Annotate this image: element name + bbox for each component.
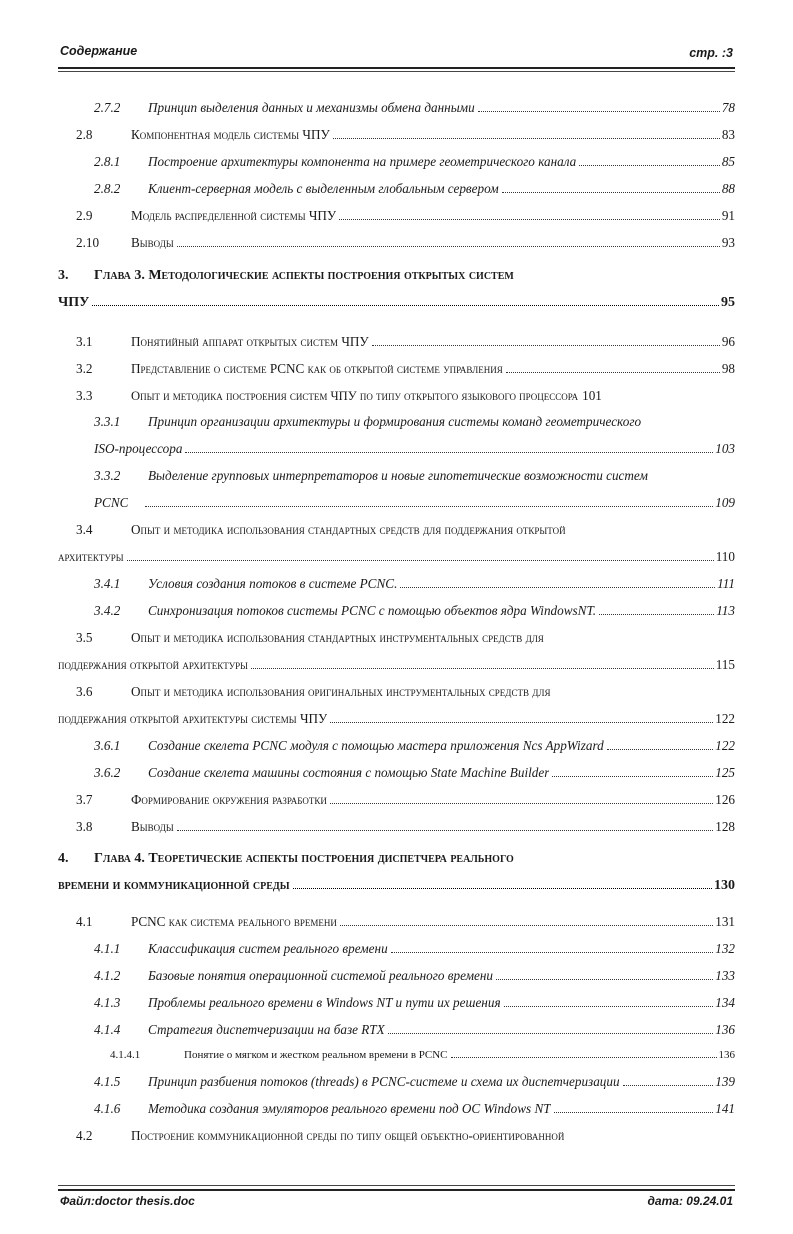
toc-entry[interactable]	[94, 1022, 735, 1038]
toc-entry[interactable]	[58, 630, 735, 673]
toc-title: Опыт и методика использования оригинальных инструментальных средств для	[131, 684, 551, 699]
toc-leader	[340, 924, 713, 926]
toc-page: 110	[715, 548, 735, 564]
toc-title: Базовые понятия операционной системой реального времени	[148, 968, 494, 983]
toc-entry[interactable]	[94, 738, 735, 754]
toc-leader	[177, 829, 714, 831]
toc-number: 4.1.4	[94, 1022, 121, 1037]
toc-leader	[251, 667, 714, 669]
toc-number: 3.5	[76, 630, 93, 645]
toc-leader	[400, 586, 715, 588]
toc-number: 4.	[58, 851, 69, 866]
toc-entry[interactable]	[94, 154, 735, 170]
toc-page: 101	[582, 388, 602, 403]
toc-title: Глава 4. Теоретические аспекты построения диспетчера реального	[94, 851, 514, 866]
toc-number: 4.1.5	[94, 1074, 121, 1089]
toc-leader	[607, 748, 714, 750]
toc-page: 85	[721, 154, 735, 169]
toc-leader	[145, 505, 713, 507]
toc-number: 2.8	[76, 127, 93, 142]
toc-chapter-entry[interactable]	[58, 851, 735, 895]
toc-leader	[339, 218, 720, 220]
toc-number: 2.7.2	[94, 100, 121, 115]
toc-number: 4.1.3	[94, 995, 121, 1010]
toc-page: 113	[716, 603, 735, 618]
toc-number: 4.1.4.1	[110, 1049, 141, 1061]
toc-number: 4.1	[76, 914, 93, 929]
toc-title: Принцип выделения данных и механизмы обмена данными	[148, 100, 475, 115]
toc-page: 78	[721, 100, 735, 115]
toc-page: 141	[715, 1101, 735, 1116]
toc-title: Представление о системе PCNC как об открытой системе управления	[131, 361, 503, 376]
toc-leader	[552, 775, 713, 777]
toc-leader	[372, 344, 720, 346]
toc-entry[interactable]	[94, 100, 735, 116]
toc-entry[interactable]	[94, 468, 735, 511]
toc-number: 4.2	[76, 1128, 93, 1143]
toc-title: Синхронизация потоков системы PCNC с помощью объектов ядра WindowsNT.	[148, 603, 597, 618]
toc-entry[interactable]	[94, 941, 735, 957]
toc-page: 131	[715, 914, 735, 929]
toc-number: 3.6.2	[94, 765, 121, 780]
toc-page: 132	[715, 941, 735, 956]
toc-leader	[333, 137, 720, 139]
toc-number: 2.8.1	[94, 154, 121, 169]
toc-leader	[496, 978, 713, 980]
toc-page: 96	[721, 334, 735, 349]
toc-page: 136	[715, 1022, 735, 1037]
toc-entry[interactable]	[94, 995, 735, 1011]
toc-title: Выводы	[131, 819, 174, 834]
toc-title: Понятийный аппарат открытых систем ЧПУ	[131, 334, 369, 349]
toc-leader	[502, 191, 720, 193]
toc-title: Создание скелета PCNC модуля с помощью мастера приложения Ncs AppWizard	[148, 738, 604, 753]
toc-title-continued: PCNC	[94, 494, 129, 510]
toc-title-continued: архитектуры	[58, 548, 124, 564]
toc-title: Формирование окружения разработки	[131, 792, 327, 807]
toc-entry[interactable]	[94, 576, 735, 592]
toc-number: 3.7	[76, 792, 93, 807]
toc-page: 125	[715, 765, 735, 780]
toc-leader	[451, 1056, 717, 1058]
toc-entry[interactable]	[58, 684, 735, 727]
footer-filename: Файл:doctor thesis.doc	[60, 1194, 195, 1208]
toc-title: Опыт и методика построения систем ЧПУ по типу открытого языкового процессора	[131, 389, 579, 403]
toc-title: Опыт и методика использования стандартных средств для поддержания открытой	[131, 522, 566, 537]
toc-entry[interactable]	[94, 765, 735, 781]
toc-leader	[623, 1084, 714, 1086]
toc-title: Выделение групповых интерпретаторов и новые гипотетические возможности систем	[148, 468, 648, 483]
toc-page: 98	[721, 361, 735, 376]
toc-page: 133	[715, 968, 735, 983]
toc-number: 3.8	[76, 819, 93, 834]
toc-page: 130	[714, 877, 735, 893]
toc-page: 91	[721, 208, 735, 223]
toc-title: Стратегия диспетчеризации на базе RTX	[148, 1022, 385, 1037]
toc-title: Клиент-серверная модель с выделенным глобальным сервером	[148, 181, 499, 196]
toc-leader	[127, 559, 714, 561]
toc-entry[interactable]	[76, 334, 735, 350]
toc-entry[interactable]	[76, 1128, 735, 1144]
toc-leader	[177, 245, 720, 247]
toc-title-continued: ЧПУ	[58, 294, 90, 310]
footer-rule	[58, 1189, 735, 1191]
page-footer	[58, 1194, 735, 1214]
toc-title: Глава 3. Методологические аспекты построения открытых систем	[94, 268, 514, 283]
header-page-number: стр. :3	[689, 46, 733, 60]
toc-title: PCNC как система реального времени	[131, 914, 337, 929]
footer-rule-thin	[58, 1185, 735, 1186]
toc-page: 122	[715, 738, 735, 753]
toc-number: 3.4	[76, 522, 93, 537]
toc-entry[interactable]	[94, 1101, 735, 1117]
toc-leader	[391, 951, 714, 953]
toc-leader	[506, 371, 720, 373]
page-header	[58, 42, 735, 64]
toc-page: 93	[721, 235, 735, 250]
toc-leader	[330, 802, 713, 804]
toc-entry[interactable]	[76, 127, 735, 143]
toc-leader	[293, 887, 712, 889]
toc-number: 2.9	[76, 208, 93, 223]
toc-number: 3.4.1	[94, 576, 121, 591]
toc-page: 95	[721, 294, 735, 310]
toc-title: Выводы	[131, 235, 174, 250]
toc-entry[interactable]	[76, 914, 735, 930]
toc-page: 115	[715, 656, 735, 672]
toc-number: 2.10	[76, 235, 100, 250]
toc-number: 3.6.1	[94, 738, 121, 753]
toc-leader	[478, 110, 720, 112]
toc-entry[interactable]	[76, 361, 735, 377]
toc-title: Методика создания эмуляторов реального времени под ОС Windows NT	[148, 1101, 551, 1116]
header-section-title: Содержание	[60, 44, 138, 58]
toc-entry[interactable]	[94, 414, 735, 457]
toc-leader	[185, 451, 713, 453]
toc-leader	[330, 721, 713, 723]
toc-leader	[599, 613, 714, 615]
toc-title: Модель распределенной системы ЧПУ	[131, 208, 337, 223]
toc-number: 3.3.1	[94, 414, 121, 429]
toc-number: 4.1.6	[94, 1101, 121, 1116]
footer-date: дата: 09.24.01	[647, 1194, 733, 1208]
header-rule	[58, 67, 735, 69]
toc-entry[interactable]	[94, 1074, 735, 1090]
toc-number: 3.3	[76, 388, 93, 403]
toc-page: 88	[721, 181, 735, 196]
toc-page: 139	[715, 1074, 735, 1089]
toc-entry[interactable]	[76, 388, 735, 404]
toc-page: 83	[721, 127, 735, 142]
toc-entry[interactable]	[94, 181, 735, 197]
toc-number: 4.1.2	[94, 968, 121, 983]
toc-entry[interactable]	[94, 603, 735, 619]
toc-number: 4.1.1	[94, 941, 121, 956]
toc-number: 3.1	[76, 334, 93, 349]
toc-number: 3.4.2	[94, 603, 121, 618]
toc-title: Создание скелета машины состояния с помощью State Machine Builder	[148, 765, 550, 780]
toc-entry[interactable]	[76, 819, 735, 835]
toc-title: Опыт и методика использования стандартных инструментальных средств для	[131, 630, 544, 645]
toc-page: 103	[715, 440, 735, 456]
toc-chapter-entry[interactable]	[58, 268, 735, 312]
toc-page: 128	[715, 819, 735, 834]
toc-leader	[579, 164, 720, 166]
toc-title-continued: времени и коммуникационной среды	[58, 877, 290, 893]
toc-title: Понятие о мягком и жестком реальном времени в PCNC	[184, 1049, 448, 1061]
toc-title: Построение архитектуры компонента на примере геометрического канала	[148, 154, 577, 169]
toc-title: Компонентная модель системы ЧПУ	[131, 127, 330, 142]
toc-page: 111	[717, 576, 735, 591]
toc-leader	[554, 1111, 714, 1113]
toc-number: 3.6	[76, 684, 93, 699]
toc-number: 3.	[58, 268, 69, 283]
toc-number: 3.3.2	[94, 468, 121, 483]
toc-title: Принцип организации архитектуры и формирования системы команд геометрического	[148, 414, 642, 429]
toc-title-continued: поддержания открытой архитектуры	[58, 656, 248, 672]
toc-title: Построение коммуникационной среды по типу общей объектно-ориентированной	[131, 1128, 565, 1143]
toc-title: Условия создания потоков в системе PCNC.	[148, 576, 398, 591]
toc-leader	[388, 1032, 714, 1034]
toc-title: Принцип разбиения потоков (threads) в PCNC-системе и схема их диспетчеризации	[148, 1074, 620, 1089]
toc-entry[interactable]	[58, 522, 735, 565]
header-rule-thin	[58, 71, 735, 72]
toc-title-continued: поддержания открытой архитектуры системы ЧПУ	[58, 710, 328, 726]
toc-page: 134	[715, 995, 735, 1010]
toc-entry[interactable]	[94, 968, 735, 984]
toc-entry[interactable]	[76, 208, 735, 224]
toc-page: 122	[715, 710, 735, 726]
toc-title: Проблемы реального времени в Windows NT и пути их решения	[148, 995, 501, 1010]
toc-page: 109	[715, 494, 735, 510]
toc-entry[interactable]	[76, 792, 735, 808]
toc-page: 136	[718, 1049, 735, 1061]
toc-title-continued: ISO-процессора	[94, 440, 183, 456]
toc-leader	[504, 1005, 714, 1007]
toc-entry[interactable]	[110, 1049, 735, 1062]
toc-title: Классификация систем реального времени	[148, 941, 388, 956]
toc-entry[interactable]	[76, 235, 735, 251]
toc-page: 126	[715, 792, 735, 807]
toc-leader	[92, 304, 719, 306]
toc-number: 2.8.2	[94, 181, 121, 196]
toc-number: 3.2	[76, 361, 93, 376]
